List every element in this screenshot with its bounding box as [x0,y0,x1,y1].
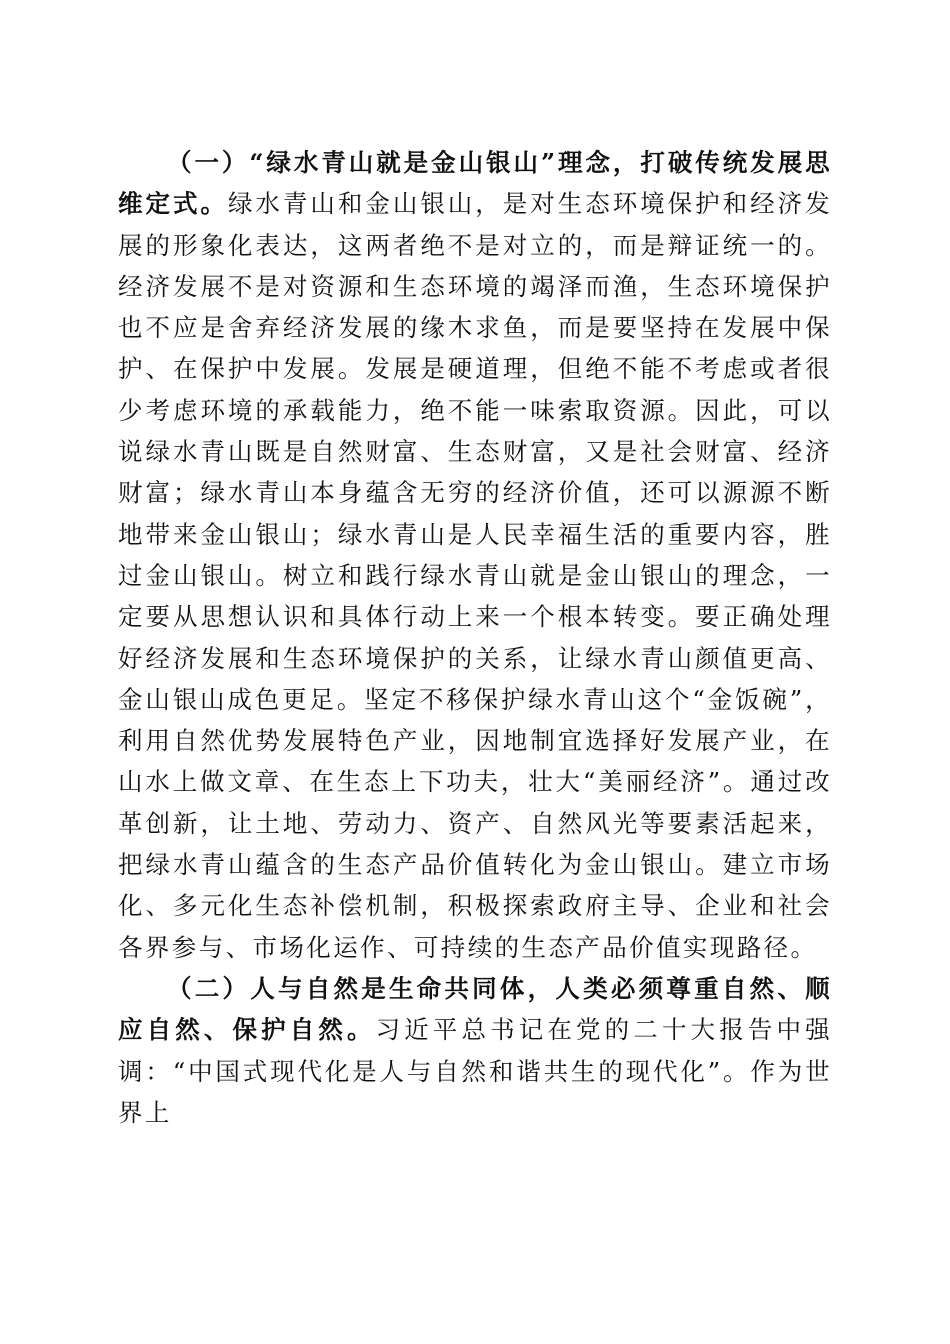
paragraph-1-heading: （一）“绿水青山就是金山银山”理念，打破传统发展思维定式。 [118,148,832,219]
paragraph-1-body: 绿水青山和金山银山，是对生态环境保护和经济发展的形象化表达，这两者绝不是对立的，而是辩证统一的。经济发展不是对资源和生态环境的竭泽而渔，生态环境保护也不应是舍弃经济发展的缘木求鱼，而是要坚持在发展中保护、在保护中发展。发展是硬道理，但绝不能不考虑或者很少考虑环境的承载能力，绝不能一味索取资源。因此，可以说绿水青山既是自然财富、生态财富，又是社会财富、经济财富；绿水青山本身蕴含无穷的经济价值，还可以源源不断地带来金山银山；绿水青山是人民幸福生活的重要内容，胜过金山银山。树立和践行绿水青山就是金山银山的理念，一定要从思想认识和具体行动上来一个根本转变。要正确处理好经济发展和生态环境保护的关系，让绿水青山颜值更高、金山银山成色更足。坚定不移保护绿水青山这个“金饭碗”，利用自然优势发展特色产业，因地制宜选择好发展产业，在山水上做文章、在生态上下功夫，壮大“美丽经济”。通过改革创新，让土地、劳动力、资产、自然风光等要素活起来，把绿水青山蕴含的生态产品价值转化为金山银山。建立市场化、多元化生态补偿机制，积极探索政府主导、企业和社会各界参与、市场化运作、可持续的生态产品价值实现路径。 [118,189,832,962]
paragraph-1 [118,142,832,968]
paragraph-2-heading: （二）人与自然是生命共同体，人类必须尊重自然、顺应自然、保护自然。 [118,973,832,1045]
document-body [118,142,832,1133]
paragraph-2-body: 习近平总书记在党的二十大报告中强调：“中国式现代化是人与自然和谐共生的现代化”。作为世界上 [118,1015,832,1127]
paragraph-2 [118,968,832,1133]
